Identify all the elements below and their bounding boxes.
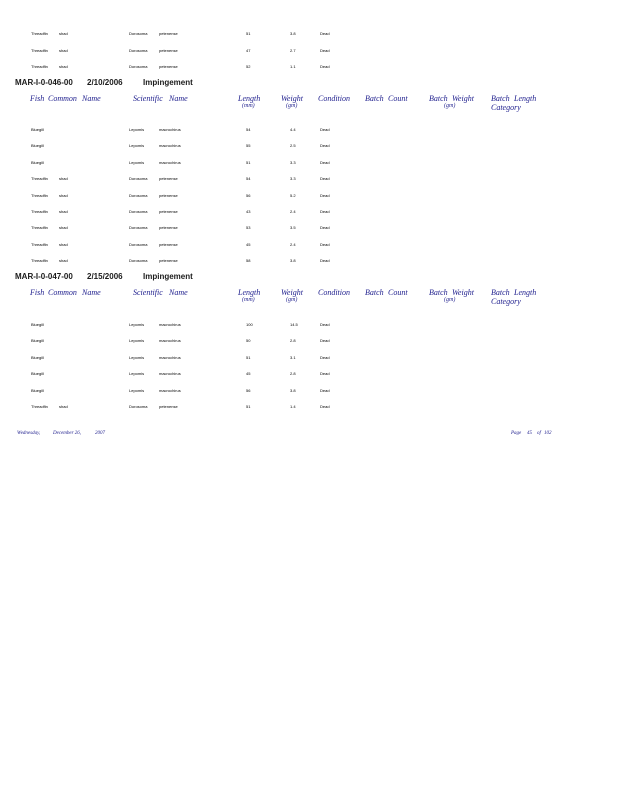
col-length: Length xyxy=(238,288,261,297)
col-batch: Batch xyxy=(365,288,384,297)
cell-scientific-species: macrochirus xyxy=(159,322,181,327)
cell-condition: Dead xyxy=(320,404,330,409)
cell-weight: 2.4 xyxy=(290,241,296,247)
table-row xyxy=(0,176,618,184)
footer-day: Wednesday, xyxy=(17,431,41,436)
cell-weight: 4.4 xyxy=(290,127,296,132)
col-sci-name: Name xyxy=(169,94,188,103)
cell-weight: 5.2 xyxy=(290,192,296,198)
cell-weight: 2.5 xyxy=(290,143,296,149)
col-weight-b-unit: (gm) xyxy=(444,297,456,303)
col-weight-b-unit: (gm) xyxy=(444,103,456,109)
table-row xyxy=(0,64,618,72)
cell-scientific-genus: Dorosoma xyxy=(129,47,148,53)
cell-common: shad xyxy=(59,64,68,69)
cell-length: 50 xyxy=(246,338,251,344)
cell-weight: 2.7 xyxy=(290,47,296,53)
cell-scientific-genus: Lepomis xyxy=(129,127,145,132)
cell-fish: Threadfin xyxy=(31,176,48,182)
cell-scientific-species: macrochirus xyxy=(159,338,181,344)
cell-scientific-species: petenense xyxy=(159,176,178,182)
cell-scientific-genus: Lepomis xyxy=(129,159,145,165)
cell-weight: 3.5 xyxy=(290,225,296,231)
cell-length: 52 xyxy=(246,64,251,69)
cell-weight: 3.8 xyxy=(290,387,296,393)
col-batch: Batch xyxy=(365,94,384,103)
col-batch-length: Batch xyxy=(491,288,510,297)
cell-condition: Dead xyxy=(320,241,330,247)
cell-length: 43 xyxy=(246,209,251,214)
col-batch-length: Batch xyxy=(491,94,510,103)
cell-length: 55 xyxy=(246,143,251,149)
cell-scientific-genus: Lepomis xyxy=(129,354,145,360)
cell-condition: Dead xyxy=(320,354,330,360)
table-row xyxy=(0,371,618,379)
cell-weight: 3.3 xyxy=(290,176,296,182)
col-length-b: Length xyxy=(514,288,537,297)
col-length-unit: (mm) xyxy=(242,297,255,303)
cell-scientific-species: macrochirus xyxy=(159,354,181,360)
cell-length: 51 xyxy=(246,159,251,165)
table-row xyxy=(0,388,618,396)
table-row xyxy=(0,193,618,201)
section-header xyxy=(0,78,618,90)
sample-type: Impingement xyxy=(143,78,193,87)
cell-scientific-species: macrochirus xyxy=(159,387,181,393)
cell-weight: 14.5 xyxy=(290,322,298,327)
cell-weight: 3.8 xyxy=(290,31,296,36)
table-row xyxy=(0,209,618,217)
cell-length: 47 xyxy=(246,47,251,53)
table-row xyxy=(0,322,618,330)
cell-scientific-genus: Dorosoma xyxy=(129,176,148,182)
cell-length: 51 xyxy=(246,31,251,36)
col-condition: Condition xyxy=(318,288,351,297)
cell-common: shad xyxy=(59,404,68,409)
cell-common: shad xyxy=(59,258,68,264)
cell-condition: Dead xyxy=(320,127,330,132)
cell-condition: Dead xyxy=(320,143,330,149)
cell-scientific-genus: Lepomis xyxy=(129,387,145,393)
cell-condition: Dead xyxy=(320,47,330,53)
cell-length: 58 xyxy=(246,258,251,264)
cell-fish: Threadfin xyxy=(31,258,48,264)
cell-fish: Threadfin xyxy=(31,192,48,198)
table-row xyxy=(0,143,618,151)
cell-weight: 3.8 xyxy=(290,258,296,264)
cell-length: 51 xyxy=(246,354,251,360)
col-length: Length xyxy=(238,94,261,103)
sample-type: Impingement xyxy=(143,272,193,281)
cell-weight: 1.1 xyxy=(290,64,296,69)
cell-scientific-species: macrochirus xyxy=(159,127,181,132)
footer-page-label: Page xyxy=(511,431,522,436)
footer-date: December 26, xyxy=(53,431,82,436)
cell-scientific-species: petenense xyxy=(159,209,178,214)
cell-scientific-genus: Dorosoma xyxy=(129,209,148,214)
cell-scientific-species: macrochirus xyxy=(159,143,181,149)
col-fish: Fish xyxy=(30,288,45,297)
cell-weight: 2.8 xyxy=(290,338,296,344)
table-row xyxy=(0,31,618,39)
col-length-b: Length xyxy=(514,94,537,103)
cell-fish: Bluegill xyxy=(31,354,44,360)
cell-condition: Dead xyxy=(320,176,330,182)
cell-length: 53 xyxy=(246,225,251,231)
cell-condition: Dead xyxy=(320,225,330,231)
cell-common: shad xyxy=(59,47,68,53)
cell-length: 45 xyxy=(246,371,251,377)
cell-length: 56 xyxy=(246,192,251,198)
col-batch-weight: Batch xyxy=(429,288,448,297)
cell-scientific-genus: Dorosoma xyxy=(129,31,148,36)
cell-scientific-genus: Dorosoma xyxy=(129,225,148,231)
footer-page-number: 45 xyxy=(527,431,532,436)
cell-fish: Threadfin xyxy=(31,209,48,214)
col-fish: Fish xyxy=(30,94,45,103)
cell-scientific-genus: Lepomis xyxy=(129,338,145,344)
table-row xyxy=(0,338,618,346)
section-header xyxy=(0,272,618,284)
cell-condition: Dead xyxy=(320,258,330,264)
cell-fish: Threadfin xyxy=(31,47,48,53)
cell-fish: Threadfin xyxy=(31,64,48,69)
cell-scientific-species: petenense xyxy=(159,31,178,36)
cell-condition: Dead xyxy=(320,192,330,198)
cell-fish: Threadfin xyxy=(31,404,48,409)
cell-condition: Dead xyxy=(320,64,330,69)
cell-length: 45 xyxy=(246,241,251,247)
cell-scientific-species: petenense xyxy=(159,192,178,198)
cell-condition: Dead xyxy=(320,159,330,165)
table-row xyxy=(0,258,618,266)
cell-fish: Threadfin xyxy=(31,241,48,247)
col-category: Category xyxy=(491,297,521,306)
cell-scientific-species: petenense xyxy=(159,241,178,247)
cell-scientific-genus: Dorosoma xyxy=(129,258,148,264)
sample-id: MAR-I-0-046-00 xyxy=(15,78,73,87)
cell-length: 100 xyxy=(246,322,253,327)
cell-scientific-genus: Dorosoma xyxy=(129,192,148,198)
cell-length: 56 xyxy=(246,387,251,393)
sample-date: 2/10/2006 xyxy=(87,78,123,87)
cell-fish: Threadfin xyxy=(31,225,48,231)
cell-common: shad xyxy=(59,192,68,198)
col-length-unit: (mm) xyxy=(242,103,255,109)
cell-common: shad xyxy=(59,209,68,214)
cell-scientific-species: macrochirus xyxy=(159,159,181,165)
col-weight-b: Weight xyxy=(452,94,474,103)
col-weight-b: Weight xyxy=(452,288,474,297)
cell-fish: Bluegill xyxy=(31,338,44,344)
column-headers xyxy=(0,94,618,114)
cell-fish: Bluegill xyxy=(31,159,44,165)
cell-scientific-genus: Lepomis xyxy=(129,371,145,377)
column-headers xyxy=(0,288,618,308)
cell-fish: Bluegill xyxy=(31,127,44,132)
cell-condition: Dead xyxy=(320,209,330,214)
col-scientific: Scientific xyxy=(133,94,163,103)
col-name: Name xyxy=(82,94,101,103)
cell-fish: Threadfin xyxy=(31,31,48,36)
cell-scientific-genus: Dorosoma xyxy=(129,404,148,409)
cell-length: 54 xyxy=(246,127,251,132)
col-weight: Weight xyxy=(281,288,303,297)
cell-scientific-genus: Dorosoma xyxy=(129,64,148,69)
cell-common: shad xyxy=(59,241,68,247)
col-scientific: Scientific xyxy=(133,288,163,297)
cell-scientific-genus: Dorosoma xyxy=(129,241,148,247)
cell-scientific-species: macrochirus xyxy=(159,371,181,377)
footer-of-label: of xyxy=(537,431,541,436)
col-common: Common xyxy=(48,94,77,103)
cell-common: shad xyxy=(59,225,68,231)
col-batch-weight: Batch xyxy=(429,94,448,103)
table-row xyxy=(0,355,618,363)
cell-length: 51 xyxy=(246,404,251,409)
cell-common: shad xyxy=(59,176,68,182)
cell-condition: Dead xyxy=(320,387,330,393)
col-name: Name xyxy=(82,288,101,297)
col-count: Count xyxy=(388,94,408,103)
cell-scientific-species: petenense xyxy=(159,64,178,69)
cell-scientific-species: petenense xyxy=(159,258,178,264)
cell-weight: 2.4 xyxy=(290,209,296,214)
cell-weight: 2.8 xyxy=(290,371,296,377)
cell-length: 54 xyxy=(246,176,251,182)
cell-weight: 3.1 xyxy=(290,354,296,360)
col-category: Category xyxy=(491,103,521,112)
cell-condition: Dead xyxy=(320,322,330,327)
cell-common: shad xyxy=(59,31,68,36)
table-row xyxy=(0,242,618,250)
col-weight-unit: (gm) xyxy=(286,103,298,109)
cell-condition: Dead xyxy=(320,371,330,377)
cell-fish: Bluegill xyxy=(31,143,44,149)
footer-year: 2007 xyxy=(95,431,105,436)
cell-scientific-species: petenense xyxy=(159,47,178,53)
table-row xyxy=(0,127,618,135)
cell-fish: Bluegill xyxy=(31,387,44,393)
cell-scientific-species: petenense xyxy=(159,225,178,231)
col-sci-name: Name xyxy=(169,288,188,297)
table-row xyxy=(0,225,618,233)
table-row xyxy=(0,160,618,168)
cell-condition: Dead xyxy=(320,31,330,36)
col-weight: Weight xyxy=(281,94,303,103)
col-count: Count xyxy=(388,288,408,297)
cell-weight: 1.4 xyxy=(290,404,296,409)
col-common: Common xyxy=(48,288,77,297)
table-row xyxy=(0,48,618,56)
col-weight-unit: (gm) xyxy=(286,297,298,303)
cell-scientific-species: petenense xyxy=(159,404,178,409)
cell-condition: Dead xyxy=(320,338,330,344)
cell-fish: Bluegill xyxy=(31,322,44,327)
cell-weight: 3.3 xyxy=(290,159,296,165)
table-row xyxy=(0,404,618,412)
col-condition: Condition xyxy=(318,94,351,103)
sample-id: MAR-I-0-047-00 xyxy=(15,272,73,281)
sample-date: 2/15/2006 xyxy=(87,272,123,281)
cell-scientific-genus: Lepomis xyxy=(129,143,145,149)
cell-fish: Bluegill xyxy=(31,371,44,377)
cell-scientific-genus: Lepomis xyxy=(129,322,145,327)
footer-page-total: 102 xyxy=(544,431,552,436)
